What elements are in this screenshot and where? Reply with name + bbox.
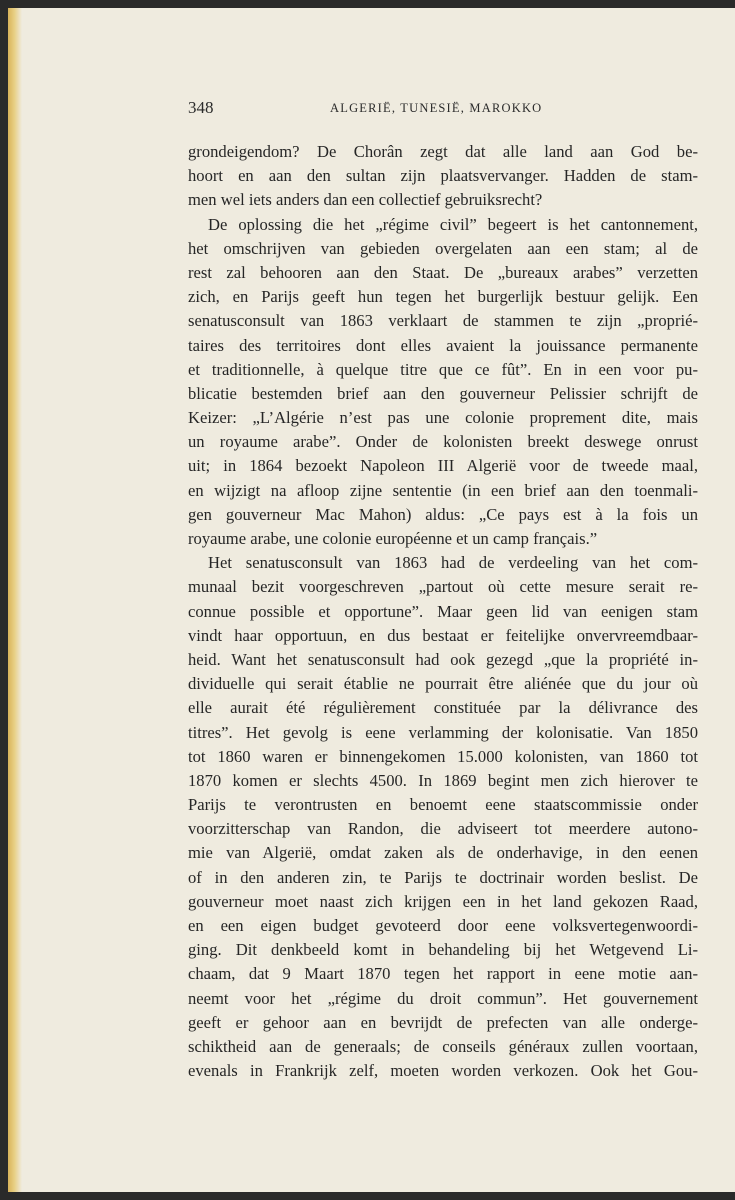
body-text [188, 140, 698, 1083]
text-line: of in den anderen zin, te Parijs te doctrinair worden beslist. De [188, 867, 698, 887]
text-line: schiktheid aan de generaals; de conseils généraux zullen voortaan, [188, 1036, 698, 1056]
text-line: connue possible et opportune”. Maar geen lid van eenigen stam [188, 601, 698, 621]
text-line: et traditionnelle, à quelque titre que ce fût”. En in een voor pu- [188, 359, 698, 379]
text-line: tot 1860 waren er binnengekomen 15.000 kolonisten, van 1860 tot [188, 746, 698, 766]
text-line: neemt voor het „régime du droit commun”. Het gouvernement [188, 988, 698, 1008]
text-line: senatusconsult van 1863 verklaart de stammen te zijn „proprié- [188, 311, 698, 331]
text-line: zich, en Parijs geeft hun tegen het burgerlijk bestuur gelijk. Een [188, 287, 698, 307]
text-line: mie van Algerië, omdat zaken als de onderhavige, in den eenen [188, 843, 698, 863]
text-line: geeft er gehoor aan en bevrijdt de prefecten van alle onderge- [188, 1012, 698, 1032]
text-line: het omschrijven van gebieden overgelaten aan een stam; al de [188, 238, 698, 258]
text-line: men wel iets anders dan een collectief gebruiksrecht? [188, 190, 543, 210]
text-line: dividuelle qui serait établie ne pourrait être aliénée que du jour où [188, 674, 698, 694]
text-line: munaal bezit voorgeschreven „partout où cette mesure serait re- [188, 577, 698, 597]
text-line: 1870 komen er slechts 4500. In 1869 begint men zich hierover te [188, 770, 698, 790]
text-line: un royaume arabe”. Onder de kolonisten breekt deswege onrust [188, 432, 698, 452]
text-line: taires des territoires dont elles avaient la jouissance permanente [188, 335, 698, 355]
text-line: en een eigen budget gevoteerd door eene volksvertegenwoordi- [188, 916, 698, 935]
text-line: elle aurait été régulièrement constituée par la délivrance des [188, 698, 698, 718]
text-line: vindt haar opportuun, en dus bestaat er feitelijke onvervreemdbaar- [188, 625, 698, 645]
text-line: en wijzigt na afloop zijne sententie (in een brief aan den toenmali- [188, 480, 698, 500]
text-line: Keizer: „L’Algérie n’est pas une colonie proprement dite, mais [188, 408, 698, 428]
text-line: evenals in Frankrijk zelf, moeten worden verkozen. Ook het Gou- [188, 1061, 698, 1081]
text-line: grondeigendom? De Chorân zegt dat alle land aan God be- [188, 142, 698, 161]
page-edge [8, 8, 22, 1192]
text-line: ging. Dit denkbeeld komt in behandeling bij het Wetgevend Li- [188, 940, 698, 960]
running-head [188, 98, 698, 122]
running-title: ALGERIË, TUNESIË, MAROKKO [330, 101, 543, 115]
text-line: De oplossing die het „régime civil” begeert is het cantonnement, [208, 214, 698, 234]
text-line: gouverneur moet naast zich krijgen een in het land gekozen Raad, [188, 891, 698, 911]
text-line: uit; in 1864 bezoekt Napoleon III Algerië voor de tweede maal, [188, 456, 698, 476]
text-line: royaume arabe, une colonie européenne et un camp français.” [188, 529, 598, 548]
text-line: heid. Want het senatusconsult had ook gezegd „que la propriété in- [188, 649, 698, 669]
text-line: blicatie bestemden brief aan den gouverneur Pelissier schrijft de [188, 383, 698, 403]
text-line: voorzitterschap van Randon, die adviseert tot meerdere autono- [188, 819, 698, 839]
text-line: chaam, dat 9 Maart 1870 tegen het rapport in eene motie aan- [188, 964, 698, 984]
page-number: 348 [188, 98, 214, 117]
text-line: Parijs te verontrusten en benoemt eene staatscommissie onder [188, 795, 698, 815]
text-line: gen gouverneur Mac Mahon) aldus: „Ce pays est à la fois un [188, 504, 698, 524]
text-line: Het senatusconsult van 1863 had de verdeeling van het com- [208, 553, 698, 573]
text-line: titres”. Het gevolg is eene verlamming der kolonisatie. Van 1850 [188, 722, 698, 742]
text-line: hoort en aan den sultan zijn plaatsvervanger. Hadden de stam- [188, 166, 698, 186]
text-line: rest zal behooren aan den Staat. De „bureaux arabes” verzetten [188, 262, 698, 282]
